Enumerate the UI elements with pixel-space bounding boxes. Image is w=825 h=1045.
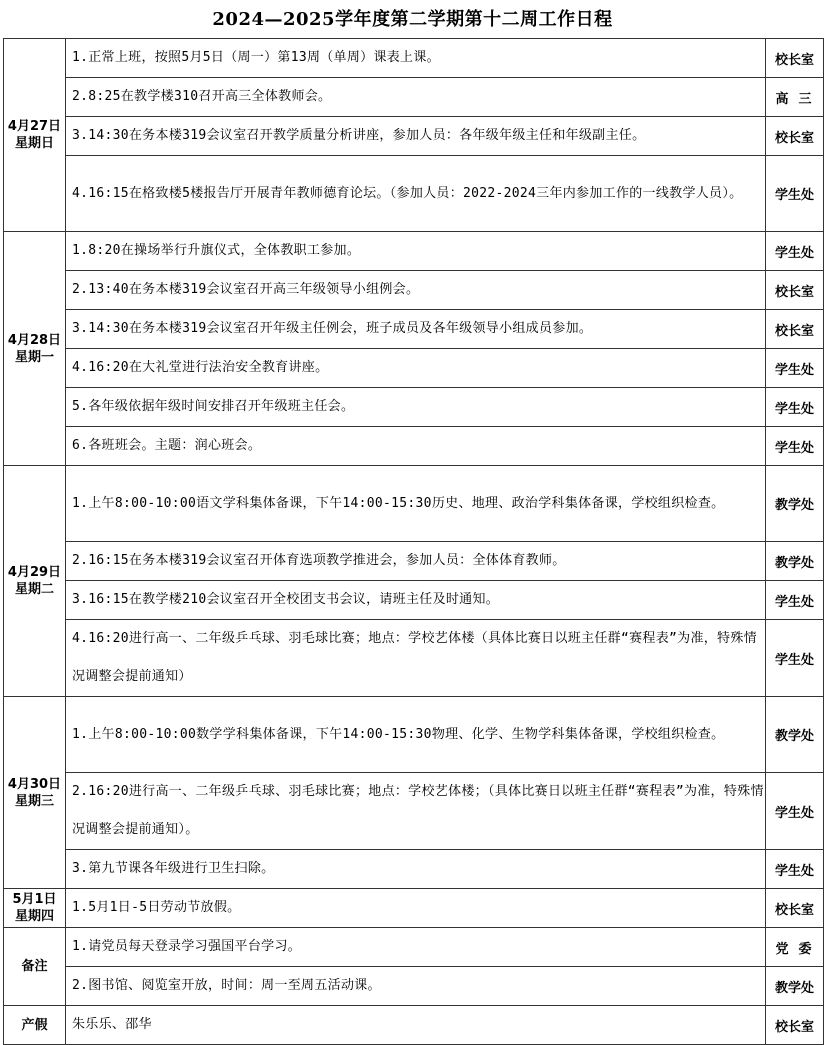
schedule-item: 4.16:15在格致楼5楼报告厅开展青年教师德育论坛。（参加人员：2022-2024三年内参加工作的一线教学人员）。	[66, 156, 766, 232]
dept-cell: 校长室	[766, 39, 824, 78]
schedule-item: 4.16:20在大礼堂进行法治安全教育讲座。	[66, 349, 766, 388]
note-item: 1.请党员每天登录学习强国平台学习。	[66, 928, 766, 967]
table-row	[4, 39, 824, 78]
day-weekday: 星期二	[14, 582, 54, 597]
day-cell	[4, 889, 66, 928]
schedule-item: 2.16:15在务本楼319会议室召开体育选项教学推进会，参加人员：全体体育教师。	[66, 542, 766, 581]
table-row	[4, 889, 824, 928]
schedule-item: 2.16:20进行高一、二年级乒乓球、羽毛球比赛；地点：学校艺体楼；（具体比赛日以班主任群“赛程表”为准，特殊情况调整会提前通知）。	[66, 773, 766, 850]
table-row	[4, 388, 824, 427]
dept-cell: 学生处	[766, 388, 824, 427]
notes-label: 备注	[4, 928, 66, 1006]
table-row	[4, 117, 824, 156]
dept-cell: 校长室	[766, 271, 824, 310]
day-weekday: 星期一	[14, 349, 54, 365]
table-row	[4, 156, 824, 232]
dept-cell: 教学处	[766, 697, 824, 773]
dept-cell: 学生处	[766, 427, 824, 466]
table-row	[4, 310, 824, 349]
table-row	[4, 773, 824, 850]
dept-cell: 学生处	[766, 581, 824, 620]
dept-cell: 校长室	[766, 1006, 824, 1045]
dept-cell: 教学处	[766, 967, 824, 1006]
table-row	[4, 349, 824, 388]
dept-cell: 学生处	[766, 349, 824, 388]
dept-cell: 校长室	[766, 117, 824, 156]
day-cell	[4, 39, 66, 232]
table-row	[4, 542, 824, 581]
schedule-item: 2.8:25在教学楼310召开高三全体教师会。	[66, 78, 766, 117]
day-date: 4月30日	[7, 776, 62, 792]
schedule-item: 3.16:15在教学楼210会议室召开全校团支书会议，请班主任及时通知。	[66, 581, 766, 620]
dept-cell: 教学处	[766, 466, 824, 542]
dept-cell: 教学处	[766, 542, 824, 581]
note-item: 2.图书馆、阅览室开放，时间：周一至周五活动课。	[66, 967, 766, 1006]
day-cell	[4, 232, 66, 466]
dept-cell: 学生处	[766, 232, 824, 271]
page-title: 2024—2025学年度第二学期第十二周工作日程	[212, 9, 613, 30]
table-row	[4, 466, 824, 542]
schedule-item: 1.上午8:00-10:00语文学科集体备课，下午14:00-15:30历史、地理、政治学科集体备课，学校组织检查。	[66, 466, 766, 542]
table-row	[4, 427, 824, 466]
schedule-item: 1.上午8:00-10:00数学学科集体备课，下午14:00-15:30物理、化学、生物学科集体备课，学校组织检查。	[66, 697, 766, 773]
day-date: 4月28日	[7, 332, 62, 348]
schedule-item: 3.第九节课各年级进行卫生扫除。	[66, 850, 766, 889]
schedule-item: 1.5月1日-5日劳动节放假。	[66, 889, 766, 928]
table-row	[4, 1006, 824, 1045]
table-row	[4, 620, 824, 697]
table-row	[4, 581, 824, 620]
schedule-item: 2.13:40在务本楼319会议室召开高三年级领导小组例会。	[66, 271, 766, 310]
table-row	[4, 928, 824, 967]
day-cell	[4, 697, 66, 889]
dept-cell: 高三	[766, 78, 824, 117]
day-weekday: 星期日	[14, 136, 54, 151]
schedule-item: 1.正常上班，按照5月5日（周一）第13周（单周）课表上课。	[66, 39, 766, 78]
leave-label: 产假	[4, 1006, 66, 1045]
leave-names: 朱乐乐、邵华	[66, 1006, 766, 1045]
table-row	[4, 232, 824, 271]
day-date: 4月27日	[7, 119, 62, 134]
day-cell	[4, 466, 66, 697]
dept-cell: 学生处	[766, 773, 824, 850]
table-row	[4, 78, 824, 117]
day-weekday: 星期三	[14, 793, 54, 809]
day-weekday: 星期四	[14, 909, 54, 924]
day-date: 4月29日	[7, 565, 62, 580]
schedule-table	[3, 38, 824, 1045]
table-row	[4, 271, 824, 310]
dept-cell: 党委	[766, 928, 824, 967]
dept-cell: 校长室	[766, 889, 824, 928]
dept-cell: 学生处	[766, 620, 824, 697]
schedule-item: 3.14:30在务本楼319会议室召开教学质量分析讲座，参加人员：各年级年级主任和年级副主任。	[66, 117, 766, 156]
dept-cell: 学生处	[766, 156, 824, 232]
dept-cell: 校长室	[766, 310, 824, 349]
schedule-item: 6.各班班会。主题：润心班会。	[66, 427, 766, 466]
dept-cell: 学生处	[766, 850, 824, 889]
table-row	[4, 697, 824, 773]
schedule-item: 3.14:30在务本楼319会议室召开年级主任例会，班子成员及各年级领导小组成员参加。	[66, 310, 766, 349]
day-date: 5月1日	[12, 892, 57, 907]
table-row	[4, 967, 824, 1006]
schedule-item: 4.16:20进行高一、二年级乒乓球、羽毛球比赛；地点：学校艺体楼（具体比赛日以班主任群“赛程表”为准，特殊情况调整会提前通知）	[66, 620, 766, 697]
table-row	[4, 850, 824, 889]
schedule-item: 5.各年级依据年级时间安排召开年级班主任会。	[66, 388, 766, 427]
schedule-item: 1.8:20在操场举行升旗仪式，全体教职工参加。	[66, 232, 766, 271]
